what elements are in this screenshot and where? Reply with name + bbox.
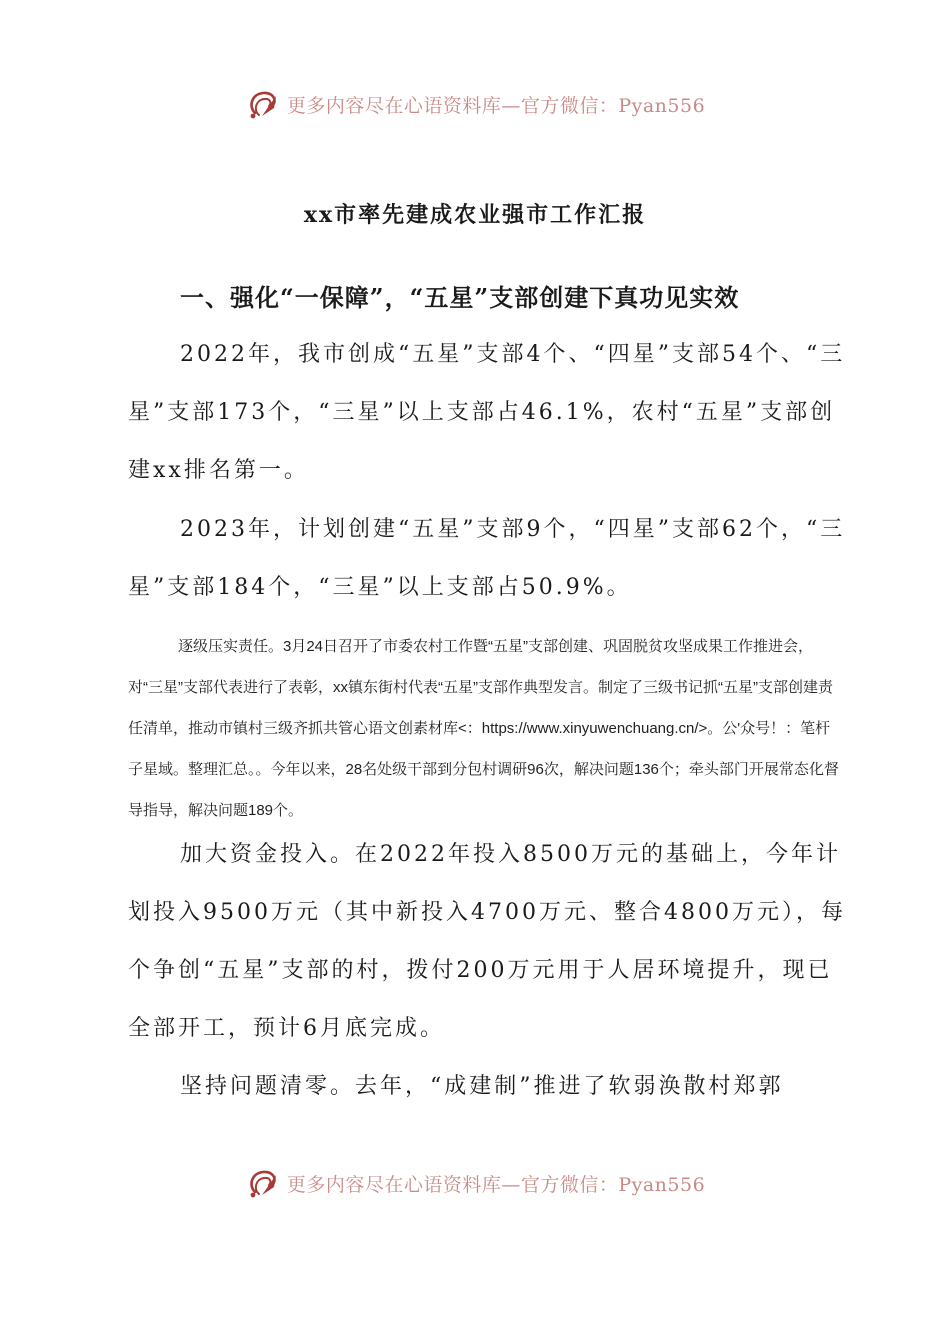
pen-nib-swirl-logo-icon — [245, 1165, 281, 1201]
pen-nib-swirl-logo-icon — [245, 86, 281, 122]
paragraph-2023-plan: 2023年，计划创建“五星”支部9个，“四星”支部62个，“三星”支部184个，“三星”以上支部占50.9%。 — [128, 517, 846, 600]
watermark-banner-bottom — [0, 1163, 950, 1203]
paragraph-funding: 加大资金投入。在2022年投入8500万元的基础上，今年计划投入9500万元（其中新投入4700万元、整合4800万元），每个争创“五星”支部的村，拨付200万元用于人居环境提升，现已全部开工，预计6月底完成。 — [128, 842, 846, 1041]
watermark-text: 更多内容尽在心语资料库—官方微信：Pyan556 — [286, 1173, 706, 1196]
paragraph-problem-clearing: 坚持问题清零。去年，“成建制”推进了软弱涣散村郑郭 — [180, 1074, 784, 1099]
watermark-banner-top — [0, 84, 950, 124]
document-title: xx市率先建成农业强市工作汇报 — [303, 202, 647, 228]
paragraph-2022-results: 2022年，我市创成“五星”支部4个、“四星”支部54个、“三星”支部173个，“三星”以上支部占46.1%，农村“五星”支部创建xx排名第一。 — [128, 342, 846, 483]
section-heading: 一、强化“一保障”，“五星”支部创建下真功见实效 — [180, 283, 740, 312]
paragraph-responsibility: 逐级压实责任。3月24日召开了市委农村工作暨“五星”支部创建、巩固脱贫攻坚成果工作推进会，对“三星”支部代表进行了表彰，xx镇东街村代表“五星”支部作典型发言。制定了三级书记抓“五星”支部创建责任清单，推动市镇村三级齐抓共管心语文创素材库<：https://www.xinyuwenchuang.cn/>。公'众号！：笔杆子星域。整理汇总。。今年以来，28名处级干部到分包村调研96次，解决问题136个；牵头部门开展常态化督导指导，解决问题189个。 — [128, 638, 839, 819]
watermark-text: 更多内容尽在心语资料库—官方微信：Pyan556 — [286, 94, 706, 117]
